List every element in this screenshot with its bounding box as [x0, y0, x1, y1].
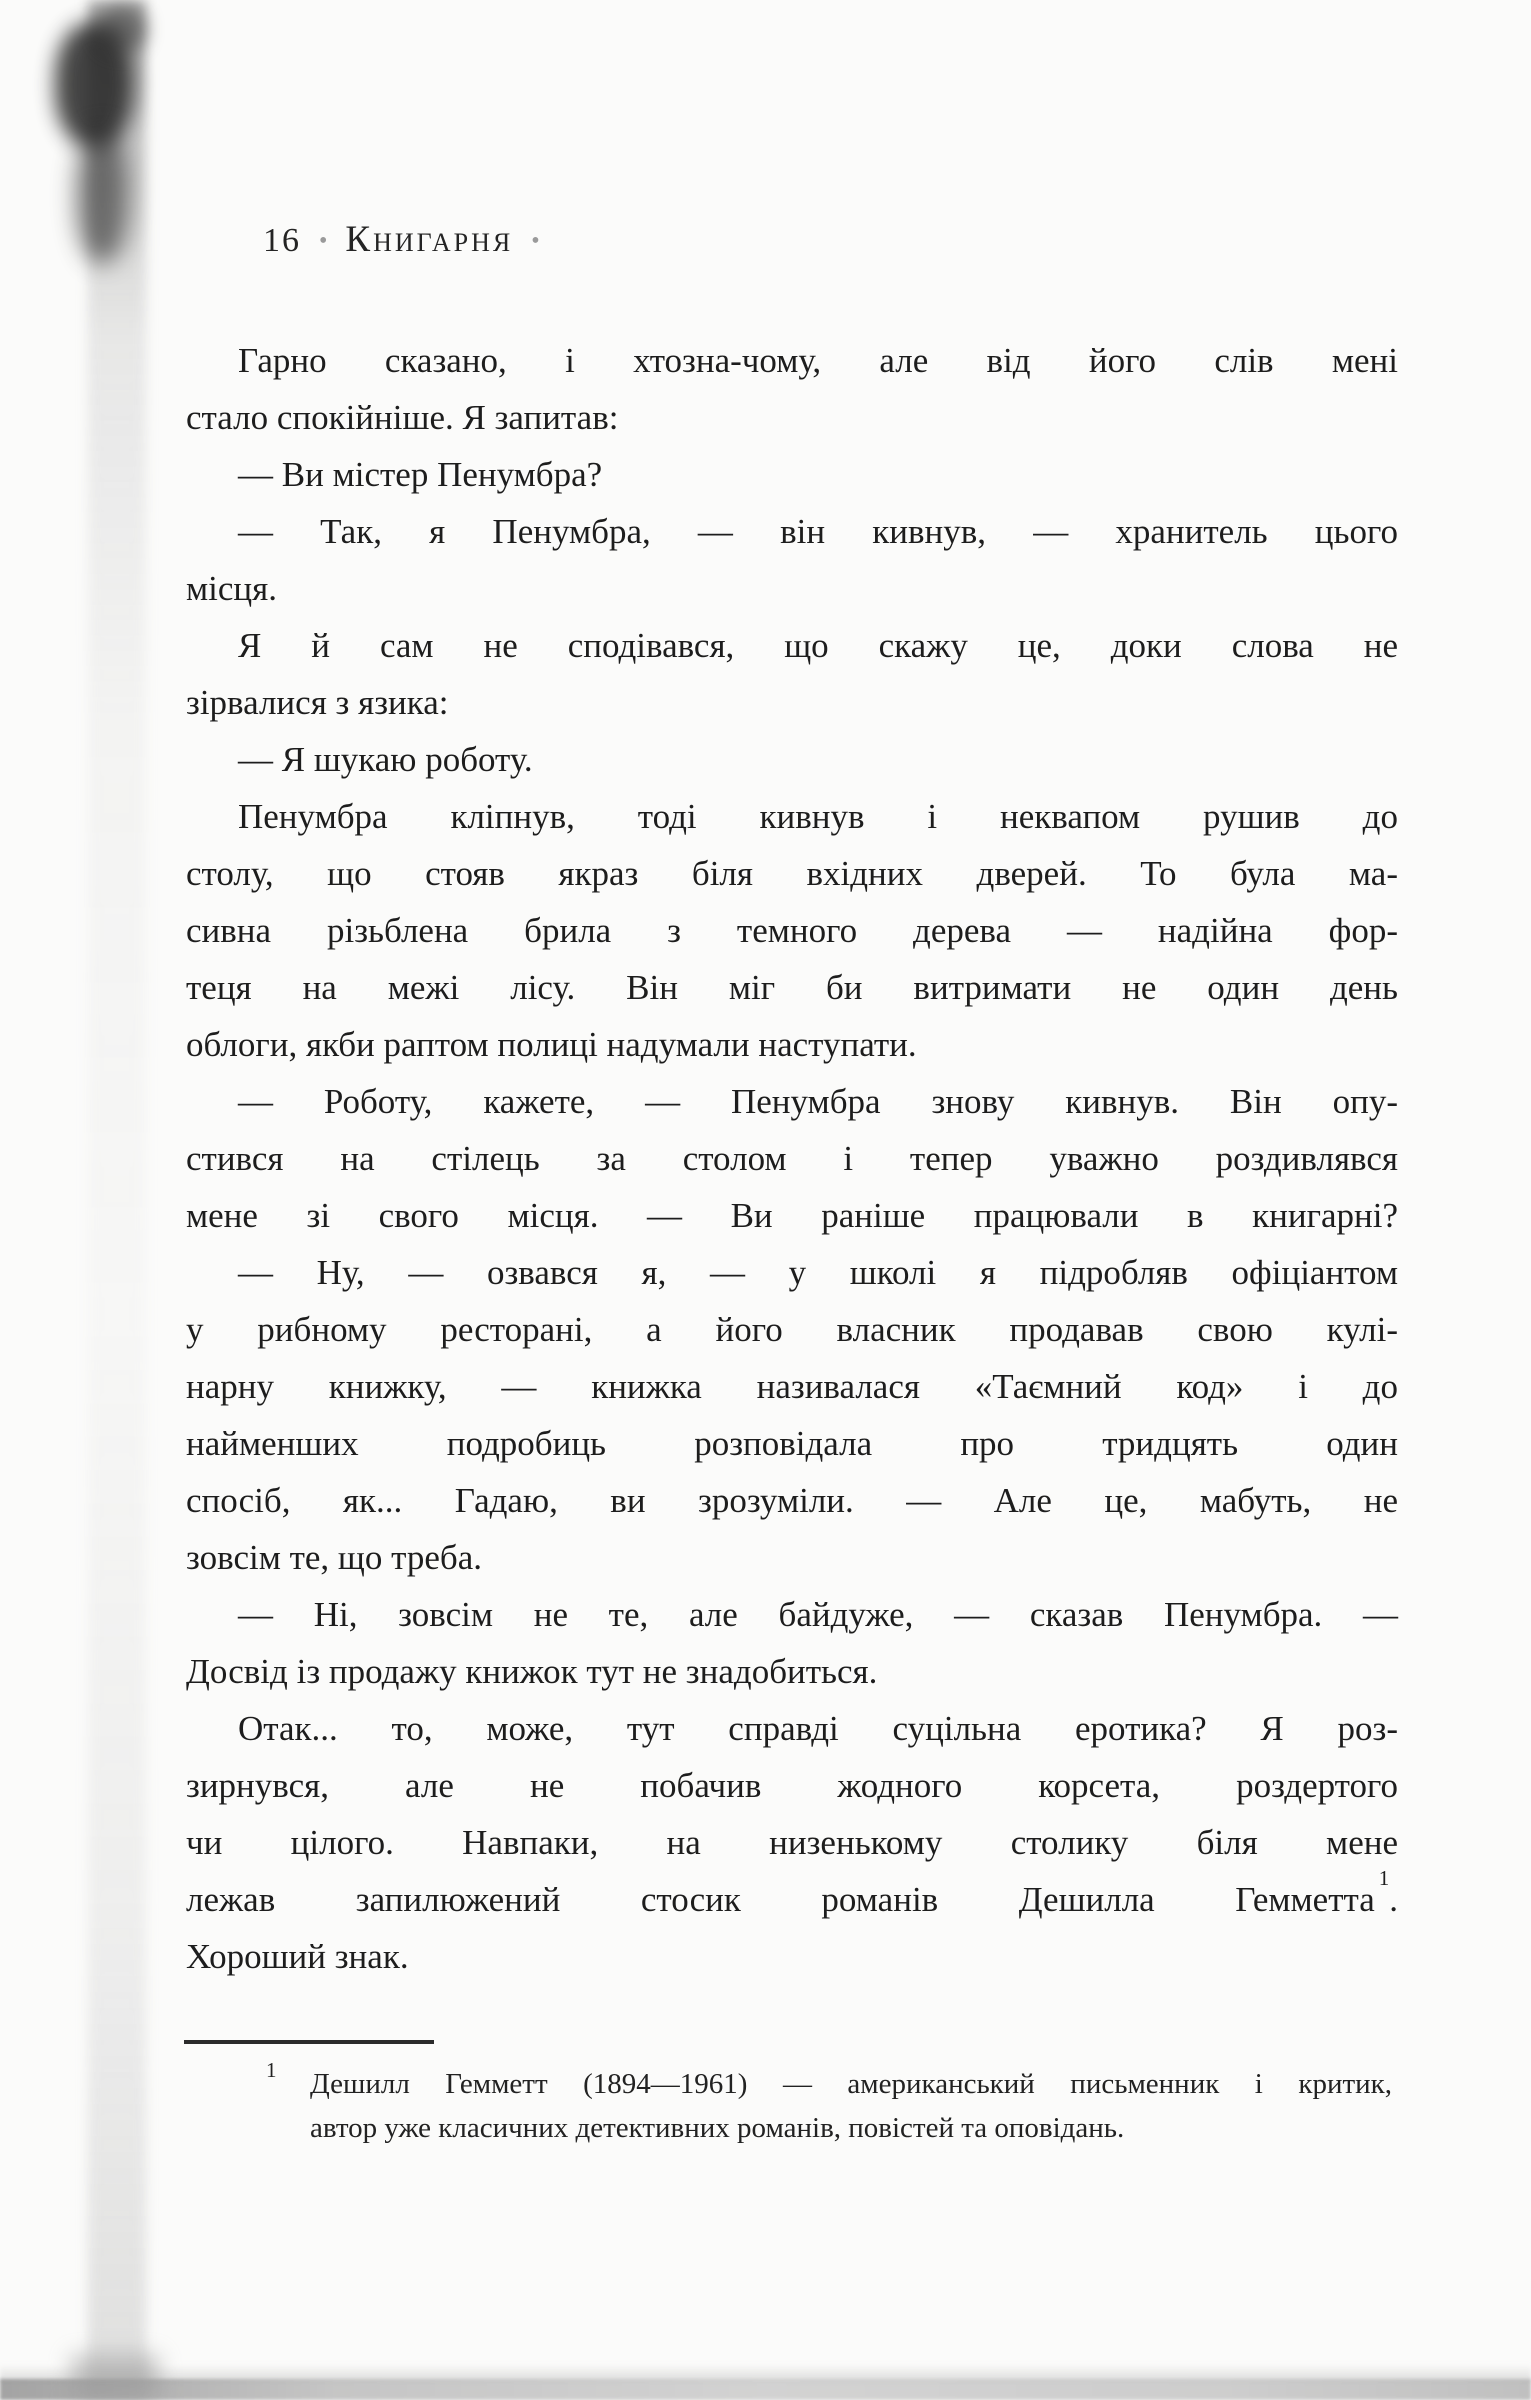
text-line: у рибному ресторані, а його власник продавав свою кулі-	[186, 1310, 1398, 1349]
chapter-title: Книгарня	[345, 219, 514, 260]
text-line: зирнувся, але не побачив жодного корсета, роздертого	[186, 1766, 1398, 1805]
separator-dot-icon: •	[531, 228, 540, 254]
footnote-divider	[184, 2040, 434, 2044]
scan-artifact-bottom-edge	[0, 2379, 1531, 2400]
body-text	[186, 332, 1398, 1985]
scan-artifact-left-edge	[88, 0, 146, 2400]
footnote-lines	[186, 2062, 1392, 2150]
footnote-line: Дешилл Гемметт (1894—1961) — американський письменник і критик,	[310, 2068, 1392, 2100]
text-line: Хороший знак.	[186, 1937, 409, 1976]
page-number: 16	[263, 222, 301, 259]
text-line: — Так, я Пенумбра, — він кивнув, — хранитель цього	[238, 512, 1398, 551]
text-line: Досвід із продажу книжок тут не знадобиться.	[186, 1652, 878, 1691]
text-line: нарну книжку, — книжка називалася «Таємний код» і до	[186, 1367, 1398, 1406]
page-header	[263, 218, 540, 261]
text-line: мене зі свого місця. — Ви раніше працювали в книгарні?	[186, 1196, 1398, 1235]
separator-dot-icon: •	[319, 228, 328, 254]
text-line: стився на стілець за столом і тепер уважно роздивлявся	[186, 1139, 1398, 1178]
text-line: — Ну, — озвався я, — у школі я підробляв офіціантом	[238, 1253, 1398, 1292]
text-line: чи цілого. Навпаки, на низенькому столику біля мене	[186, 1823, 1398, 1862]
text-line: зовсім те, що треба.	[186, 1538, 482, 1577]
text-line: облоги, якби раптом полиці надумали наступати.	[186, 1025, 917, 1064]
footnote-marker: 1	[266, 2058, 277, 2082]
text-line: — Я шукаю роботу.	[238, 740, 533, 779]
text-line: теця на межі лісу. Він міг би витримати не один день	[186, 968, 1398, 1007]
footnote-reference: 1	[1378, 1866, 1390, 1891]
text-line: Отак... то, може, тут справді суцільна еротика? Я роз-	[238, 1709, 1398, 1748]
text-line: — Ні, зовсім не те, але байдуже, — сказав Пенумбра. —	[238, 1595, 1398, 1634]
text-line: місця.	[186, 569, 277, 608]
scan-artifact-blob	[76, 128, 128, 263]
text-line: столу, що стояв якраз біля вхідних дверей. То була ма-	[186, 854, 1398, 893]
scan-artifact-blob	[98, 6, 146, 52]
text-line: — Ви містер Пенумбра?	[238, 455, 603, 494]
text-line: зірвалися з язика:	[186, 683, 449, 722]
text-line: Я й сам не сподівався, що скажу це, доки слова не	[238, 626, 1398, 665]
text-line: лежав запилюжений стосик романів Дешилла Гемметта$^1$.	[186, 1866, 1398, 1919]
text-line: спосіб, як... Гадаю, ви зрозуміли. — Але це, мабуть, не	[186, 1481, 1398, 1520]
footnote	[186, 2058, 1392, 2150]
text-line: сивна різьблена брила з темного дерева — надійна фор-	[186, 911, 1398, 950]
text-line: Гарно сказано, і хтозна-чому, але від його слів мені	[238, 341, 1398, 380]
text-line: — Роботу, кажете, — Пенумбра знову кивнув. Він опу-	[238, 1082, 1398, 1121]
text-line: Пенумбра кліпнув, тоді кивнув і неквапом рушив до	[238, 797, 1398, 836]
text-line: найменших подробиць розповідала про тридцять один	[186, 1424, 1398, 1463]
footnote-line: автор уже класичних детективних романів, повістей та оповідань.	[310, 2112, 1125, 2144]
text-line: стало спокійніше. Я запитав:	[186, 398, 619, 437]
scan-artifact-corner	[70, 2354, 160, 2400]
